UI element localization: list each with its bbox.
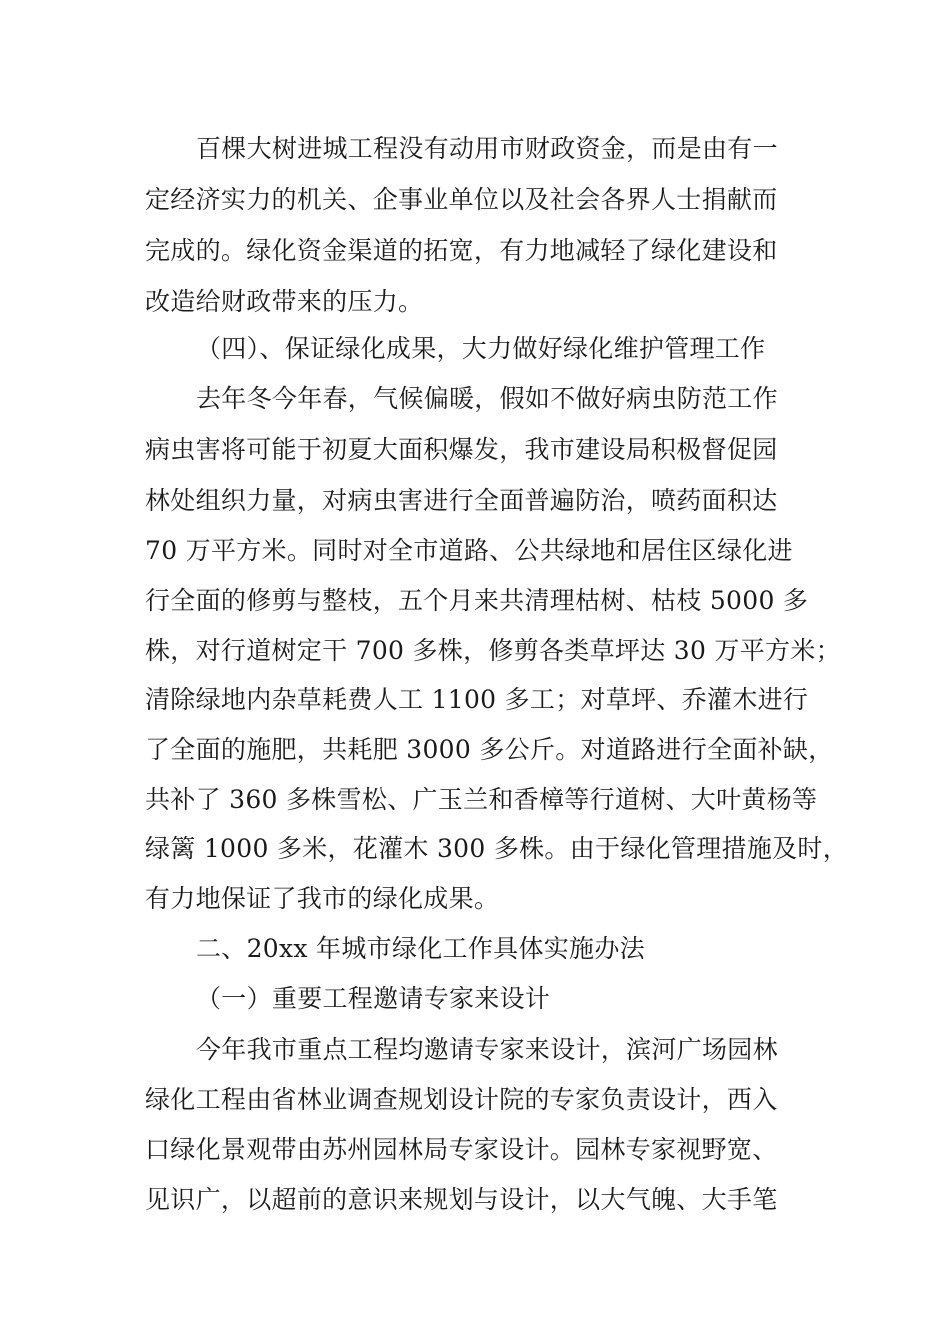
- paragraph-3-line-4: 见识广，以超前的意识来规划与设计，以大气魄、大手笔: [145, 1185, 778, 1214]
- paragraph-2-line-5: 行全面的修剪与整枝，五个月来共清理枯树、枯枝 5000 多: [145, 586, 809, 615]
- section-heading-2: 二、20xx 年城市绿化工作具体实施办法: [196, 934, 645, 963]
- paragraph-2-line-3: 林处组织力量，对病虫害进行全面普遍防治，喷药面积达: [145, 486, 778, 515]
- paragraph-2-line-7: 清除绿地内杂草耗费人工 1100 多工；对草坪、乔灌木进行: [145, 685, 809, 714]
- paragraph-1-line-1: 百棵大树进城工程没有动用市财政资金，而是由有一: [196, 134, 778, 163]
- paragraph-2-line-10: 绿篱 1000 多米，花灌木 300 多株。由于绿化管理措施及时，: [145, 834, 849, 863]
- paragraph-2-line-6: 株，对行道树定干 700 多株，修剪各类草坪达 30 万平方米；: [145, 636, 841, 665]
- paragraph-1-line-2: 定经济实力的机关、企事业单位以及社会各界人士捐献而: [145, 185, 778, 214]
- paragraph-3-line-1: 今年我市重点工程均邀请专家来设计，滨河广场园林: [196, 1035, 778, 1064]
- section-heading-4: （四）、保证绿化成果，大力做好绿化维护管理工作: [196, 334, 766, 363]
- paragraph-2-line-2: 病虫害将可能于初夏大面积爆发，我市建设局积极督促园: [145, 435, 778, 464]
- subsection-heading-1: （一）重要工程邀请专家来设计: [196, 984, 551, 1013]
- paragraph-2-line-9: 共补了 360 多株雪松、广玉兰和香樟等行道树、大叶黄杨等: [145, 785, 818, 814]
- paragraph-3-line-3: 口绿化景观带由苏州园林局专家设计。园林专家视野宽、: [145, 1135, 778, 1164]
- paragraph-2-line-8: 了全面的施肥，共耗肥 3000 多公斤。对道路进行全面补缺，: [145, 735, 834, 764]
- paragraph-1-line-3: 完成的。绿化资金渠道的拓宽，有力地减轻了绿化建设和: [145, 236, 778, 265]
- paragraph-2-line-4: 70 万平方米。同时对全市道路、公共绿地和居住区绿化进: [145, 536, 793, 565]
- paragraph-2-line-1: 去年冬今年春，气候偏暖，假如不做好病虫防范工作: [196, 384, 778, 413]
- paragraph-2-line-11: 有力地保证了我市的绿化成果。: [145, 884, 500, 913]
- paragraph-1-line-4: 改造给财政带来的压力。: [145, 287, 424, 316]
- paragraph-3-line-2: 绿化工程由省林业调查规划设计院的专家负责设计，西入: [145, 1085, 778, 1114]
